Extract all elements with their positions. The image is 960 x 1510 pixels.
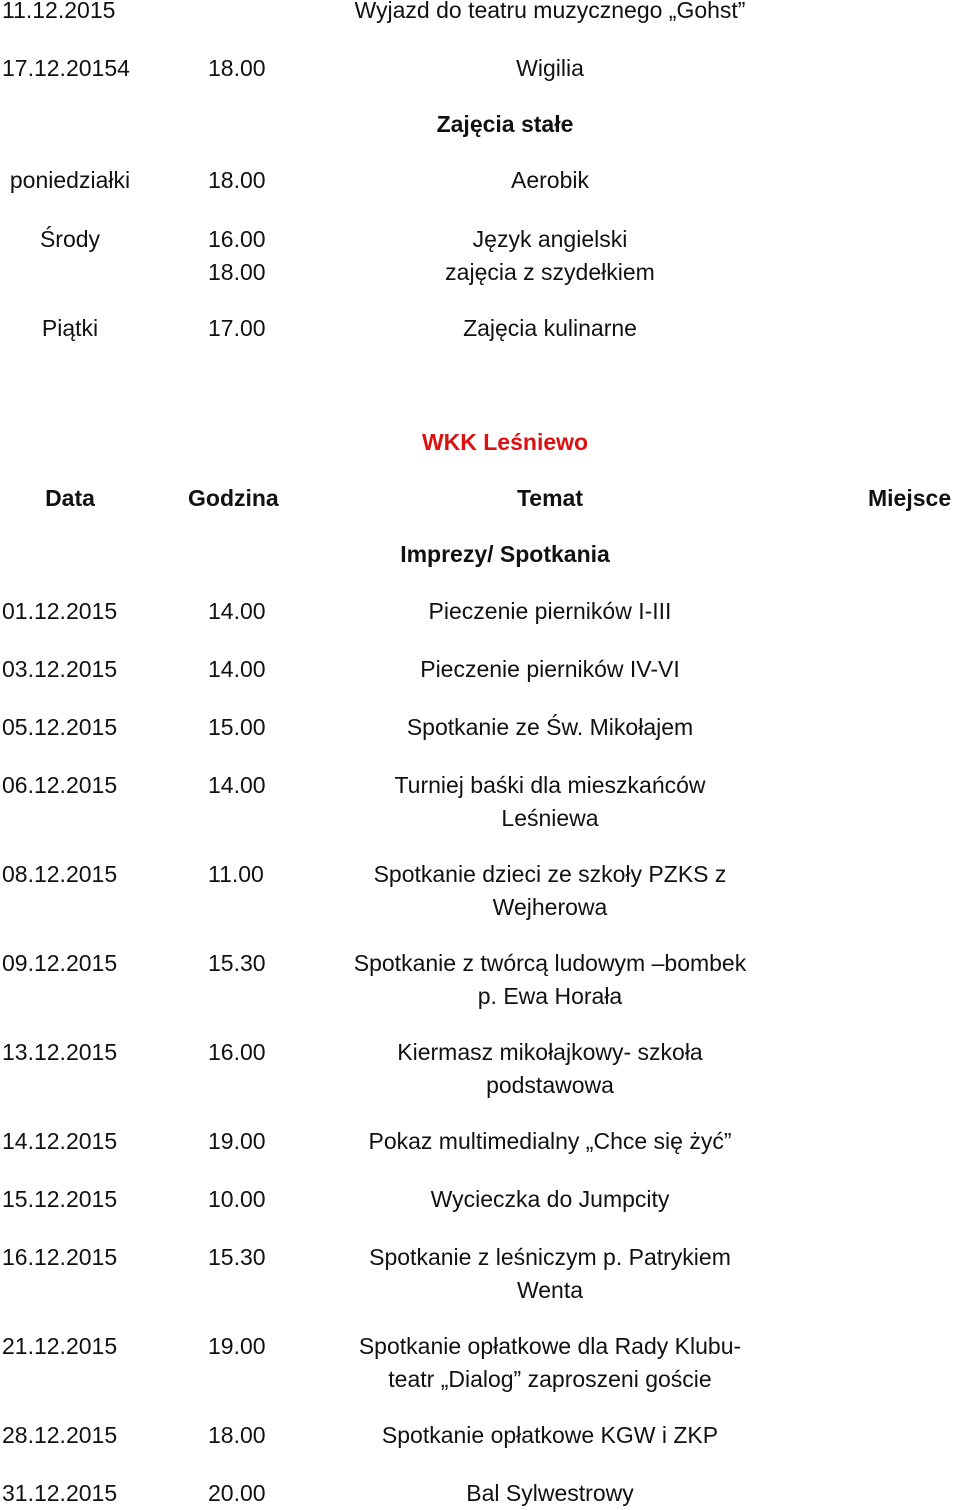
event-topic xyxy=(300,769,800,835)
activity-topic-line: Język angielski xyxy=(472,226,628,252)
table-row xyxy=(0,653,960,686)
event-date: 11.12.2015 xyxy=(2,0,116,23)
event-topic xyxy=(300,1036,800,1102)
event-time: 16.00 xyxy=(208,1039,266,1065)
event-topic-line: Spotkanie opłatkowe dla Rady Klubu- xyxy=(358,1333,742,1359)
event-topic xyxy=(300,0,800,27)
table-row xyxy=(0,1241,960,1307)
activity-time: 17.00 xyxy=(208,315,266,341)
event-topic-line: Spotkanie opłatkowe KGW i ZKP xyxy=(381,1422,719,1448)
event-topic xyxy=(300,947,800,1013)
event-date: 03.12.2015 xyxy=(2,656,118,682)
event-date: 21.12.2015 xyxy=(2,1333,118,1359)
event-topic-line: Wejherowa xyxy=(492,894,608,920)
event-topic-line: Wigilia xyxy=(516,55,584,81)
event-date: 14.12.2015 xyxy=(2,1128,118,1154)
event-topic-line: Spotkanie z leśniczym p. Patrykiem xyxy=(369,1244,731,1270)
activity-topic-line: Aerobik xyxy=(511,167,589,193)
event-topic xyxy=(300,653,800,686)
activity-time-line: 16.00 xyxy=(208,226,266,252)
event-date: 01.12.2015 xyxy=(2,598,118,624)
event-topic xyxy=(300,711,800,744)
event-date: 31.12.2015 xyxy=(2,1480,118,1506)
event-topic-line: Leśniewa xyxy=(501,805,599,831)
activity-topic-line: zajęcia z szydełkiem xyxy=(445,259,655,285)
table-row xyxy=(0,1125,960,1158)
activity-time: 18.00 xyxy=(208,167,266,193)
event-topic-line: Kiermasz mikołajkowy- szkoła xyxy=(397,1039,703,1065)
table-row xyxy=(0,312,960,345)
event-date: 28.12.2015 xyxy=(2,1422,118,1448)
event-topic-line: Pieczenie pierników I-III xyxy=(428,598,672,624)
table-row xyxy=(0,858,960,924)
event-time: 10.00 xyxy=(208,1186,266,1212)
event-time: 18.00 xyxy=(208,55,266,81)
activity-topic xyxy=(300,312,800,345)
column-header-place: Miejsce xyxy=(868,485,952,511)
table-row xyxy=(0,1183,960,1216)
activity-topic xyxy=(300,223,800,289)
event-topic xyxy=(300,1183,800,1216)
event-time: 14.00 xyxy=(208,656,266,682)
weekday: Piątki xyxy=(41,315,99,341)
event-time: 14.00 xyxy=(208,598,266,624)
event-topic-line: podstawowa xyxy=(486,1072,614,1098)
weekday: Środy xyxy=(39,226,101,252)
activity-time-line: 18.00 xyxy=(208,259,266,285)
event-topic-line: Pokaz multimedialny „Chce się żyć” xyxy=(368,1128,732,1154)
event-topic xyxy=(300,1330,800,1396)
event-date: 15.12.2015 xyxy=(2,1186,118,1212)
activity-time xyxy=(208,223,288,289)
event-topic-line: Spotkanie z twórcą ludowym –bombek xyxy=(353,950,747,976)
event-date: 05.12.2015 xyxy=(2,714,118,740)
event-date: 13.12.2015 xyxy=(2,1039,118,1065)
table-row xyxy=(0,0,960,27)
activity-topic-line: Zajęcia kulinarne xyxy=(463,315,637,341)
table-row xyxy=(0,595,960,628)
table-row xyxy=(0,769,960,835)
section-title: WKK Leśniewo xyxy=(421,429,589,455)
column-header-topic: Temat xyxy=(516,485,584,511)
event-topic-line: Wycieczka do Jumpcity xyxy=(430,1186,670,1212)
event-topic xyxy=(300,52,800,85)
event-time: 20.00 xyxy=(208,1480,266,1506)
event-time: 15.00 xyxy=(208,714,266,740)
events-heading: Imprezy/ Spotkania xyxy=(400,541,610,567)
column-header-date: Data xyxy=(45,485,95,511)
table-row xyxy=(0,1477,960,1510)
event-time: 11.00 xyxy=(208,861,264,887)
event-date: 16.12.2015 xyxy=(2,1244,118,1270)
table-row xyxy=(0,1036,960,1102)
table-header-row xyxy=(0,482,960,515)
event-time: 19.00 xyxy=(208,1128,266,1154)
activity-topic xyxy=(300,164,800,197)
event-time: 15.30 xyxy=(208,950,266,976)
table-row xyxy=(0,223,960,289)
event-topic-line: teatr „Dialog” zaproszeni goście xyxy=(388,1366,712,1392)
column-header-time: Godzina xyxy=(188,485,279,511)
event-topic-line: Spotkanie ze Św. Mikołajem xyxy=(406,714,694,740)
event-topic-line: Bal Sylwestrowy xyxy=(466,1480,634,1506)
event-time: 15.30 xyxy=(208,1244,266,1270)
event-date: 08.12.2015 xyxy=(2,861,118,887)
event-topic-line: p. Ewa Horała xyxy=(477,983,623,1009)
event-date: 17.12.20154 xyxy=(2,55,130,81)
event-topic-line: Wenta xyxy=(516,1277,584,1303)
event-date: 06.12.2015 xyxy=(2,772,118,798)
event-topic xyxy=(300,1419,800,1452)
table-row xyxy=(0,164,960,197)
table-row xyxy=(0,947,960,1013)
event-topic xyxy=(300,595,800,628)
weekday: poniedziałki xyxy=(9,167,131,193)
event-time: 19.00 xyxy=(208,1333,266,1359)
event-topic-line: Spotkanie dzieci ze szkoły PZKS z xyxy=(373,861,727,887)
event-topic-line: Wyjazd do teatru muzycznego „Gohst” xyxy=(354,0,746,23)
event-topic xyxy=(300,1125,800,1158)
event-topic xyxy=(300,858,800,924)
event-topic xyxy=(300,1477,800,1510)
table-row xyxy=(0,1330,960,1396)
event-topic xyxy=(300,1241,800,1307)
event-topic-line: Turniej baśki dla mieszkańców xyxy=(394,772,706,798)
table-row xyxy=(0,1419,960,1452)
table-row xyxy=(0,52,960,85)
event-time: 14.00 xyxy=(208,772,266,798)
regular-activities-heading: Zajęcia stałe xyxy=(436,111,574,137)
event-time: 18.00 xyxy=(208,1422,266,1448)
table-row xyxy=(0,711,960,744)
event-topic-line: Pieczenie pierników IV-VI xyxy=(420,656,680,682)
event-date: 09.12.2015 xyxy=(2,950,118,976)
